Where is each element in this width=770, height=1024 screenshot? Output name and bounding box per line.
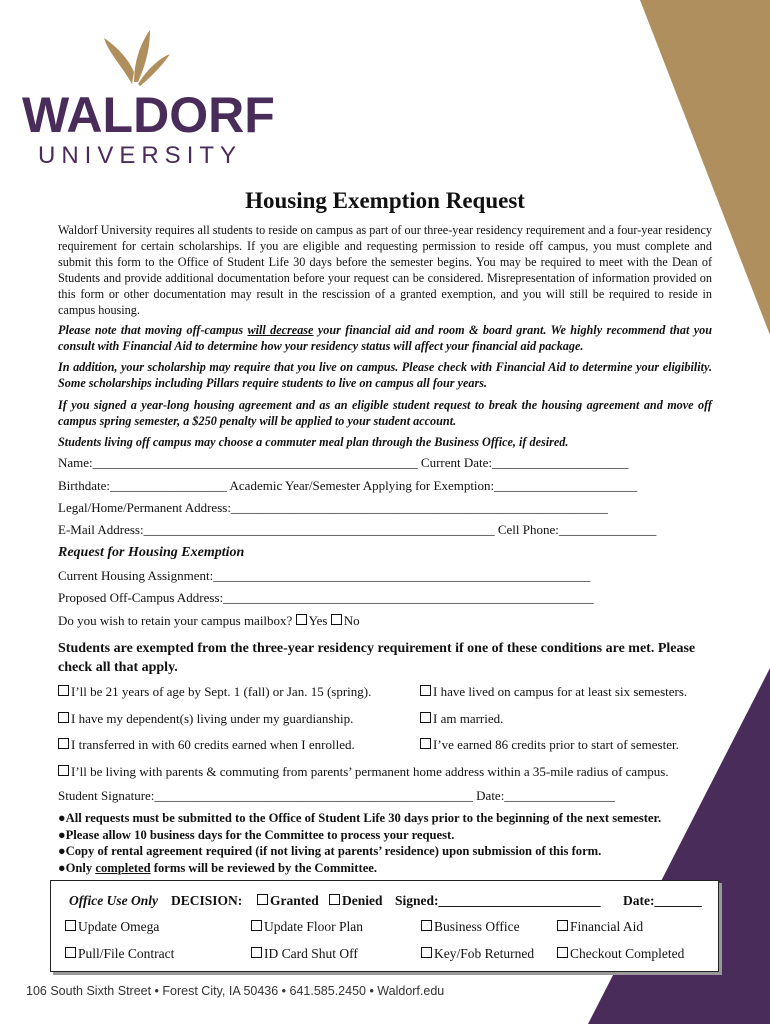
update-omega-checkbox[interactable]: Update Omega bbox=[65, 919, 159, 935]
submission-notes bbox=[58, 810, 728, 876]
checkbox-icon bbox=[65, 947, 76, 958]
checkbox-icon bbox=[331, 614, 342, 625]
condition-married-checkbox[interactable]: I am married. bbox=[420, 711, 503, 727]
checkbox-icon bbox=[58, 685, 69, 696]
condition-credits-checkbox[interactable]: I’ve earned 86 credits prior to start of semester. bbox=[420, 737, 679, 753]
logo-subtitle: UNIVERSITY bbox=[38, 142, 243, 169]
mailbox-yes-checkbox[interactable]: Yes bbox=[296, 613, 328, 628]
condition-semesters-checkbox[interactable]: I have lived on campus for at least six semesters. bbox=[420, 684, 687, 700]
condition-age-checkbox[interactable]: I’ll be 21 years of age by Sept. 1 (fall) or Jan. 15 (spring). bbox=[58, 684, 371, 700]
scholarship-notice: In addition, your scholarship may require that you live on campus. Please check with Financial Aid to determine your eligibility. Some scholarships including Pillars require students to live on campus all four years. bbox=[58, 360, 712, 390]
name-date-field[interactable]: Name:__________________________________________________ Current Date:_____________________ bbox=[58, 455, 629, 470]
proposed-address-field[interactable]: Proposed Off-Campus Address:_________________________________________________________ bbox=[58, 590, 594, 605]
checkbox-icon bbox=[251, 920, 262, 931]
checkbox-icon bbox=[420, 685, 431, 696]
business-office-checkbox[interactable]: Business Office bbox=[421, 919, 520, 935]
checkbox-icon bbox=[257, 894, 268, 905]
pull-file-contract-checkbox[interactable]: Pull/File Contract bbox=[65, 946, 174, 962]
checkbox-icon bbox=[65, 920, 76, 931]
office-use-label: Office Use Only bbox=[69, 893, 158, 908]
update-floor-plan-checkbox[interactable]: Update Floor Plan bbox=[251, 919, 363, 935]
checkbox-icon bbox=[420, 712, 431, 723]
email-phone-field[interactable]: E-Mail Address:______________________________________________________ Cell Phone:_______________ bbox=[58, 522, 657, 537]
mailbox-question bbox=[58, 613, 718, 629]
condition-dependents-checkbox[interactable]: I have my dependent(s) living under my guardianship. bbox=[58, 711, 353, 727]
note-processing: ●Please allow 10 business days for the Committee to process your request. bbox=[58, 827, 455, 842]
checkbox-icon bbox=[420, 738, 431, 749]
current-housing-field[interactable]: Current Housing Assignment:__________________________________________________________ bbox=[58, 568, 591, 583]
checkbox-icon bbox=[557, 947, 568, 958]
signature-field[interactable]: Student Signature:_________________________________________________ Date:_________________ bbox=[58, 788, 615, 803]
decision-label: DECISION: bbox=[171, 893, 243, 908]
checkbox-icon bbox=[421, 920, 432, 931]
checkbox-icon bbox=[421, 947, 432, 958]
checkbox-icon bbox=[557, 920, 568, 931]
checkbox-icon bbox=[296, 614, 307, 625]
mailbox-question-label: Do you wish to retain your campus mailbox? bbox=[58, 613, 293, 628]
denied-checkbox[interactable]: Denied bbox=[329, 893, 383, 909]
condition-transfer-checkbox[interactable]: I transferred in with 60 credits earned when I enrolled. bbox=[58, 737, 355, 753]
conditions-heading: Students are exempted from the three-year residency requirement if one of these conditions are met. Please check all that apply. bbox=[58, 641, 696, 675]
logo-wordmark: WALDORF bbox=[22, 87, 275, 143]
granted-checkbox[interactable]: Granted bbox=[257, 893, 319, 909]
key-fob-returned-checkbox[interactable]: Key/Fob Returned bbox=[421, 946, 534, 962]
id-card-shut-off-checkbox[interactable]: ID Card Shut Off bbox=[251, 946, 358, 962]
address-field[interactable]: Legal/Home/Permanent Address:__________________________________________________________ bbox=[58, 500, 608, 515]
financial-aid-checkbox[interactable]: Financial Aid bbox=[557, 919, 643, 935]
note-deadline: ●All requests must be submitted to the Office of Student Life 30 days prior to the beginning of the next semester. bbox=[58, 811, 662, 825]
request-section-heading: Request for Housing Exemption bbox=[58, 545, 245, 560]
meal-plan-notice: Students living off campus may choose a commuter meal plan through the Business Office, if desired. bbox=[58, 435, 569, 449]
checkbox-icon bbox=[58, 765, 69, 776]
checkout-completed-checkbox[interactable]: Checkout Completed bbox=[557, 946, 684, 962]
financial-aid-notice: Please note that moving off-campus will decrease your financial aid and room & board grant. We highly recommend that you consult with Financial Aid to determine how your residency status will affect your financial aid package. bbox=[58, 323, 713, 353]
note-rental: ●Copy of rental agreement required (if not living at parents’ residence) upon submission of this form. bbox=[58, 844, 602, 858]
note-completed: ●Only completed forms will be reviewed by the Committee. bbox=[58, 860, 378, 875]
page-title: Housing Exemption Request bbox=[245, 188, 525, 213]
intro-paragraph: Waldorf University requires all students to reside on campus as part of our three-year residency requirement and a four-year residency requirement for certain scholarships. If you are eligible and requesting permission to reside off campus, you must complete and submit this form to the Office of Student Life 30 days before the semester begins. You may be required to meet with the Dean of Students and provide additional documentation before your request can be considered. Misrepresentation of information provided on this form or other documentation may result in the rescission of a granted exemption, and you will still be required to reside in campus housing. bbox=[58, 223, 712, 317]
office-use-box bbox=[50, 880, 719, 972]
office-date-field[interactable]: Date:_______ bbox=[623, 893, 702, 908]
checkbox-icon bbox=[329, 894, 340, 905]
condition-parents-checkbox[interactable]: I’ll be living with parents & commuting from parents’ permanent home address within a 35-mile radius of campus. bbox=[58, 764, 669, 780]
penalty-notice: If you signed a year-long housing agreement and as an eligible student request to break the housing agreement and move off campus spring semester, a $250 penalty will be applied to your student account. bbox=[58, 398, 712, 428]
birthdate-field[interactable]: Birthdate:__________________ Academic Year/Semester Applying for Exemption:______________________ bbox=[58, 478, 638, 493]
mailbox-no-checkbox[interactable]: No bbox=[331, 613, 360, 628]
signed-field[interactable]: Signed:________________________ bbox=[395, 893, 601, 908]
checkbox-icon bbox=[58, 712, 69, 723]
footer-address: 106 South Sixth Street • Forest City, IA 50436 • 641.585.2450 • Waldorf.edu bbox=[26, 984, 445, 998]
checkbox-icon bbox=[58, 738, 69, 749]
checkbox-icon bbox=[251, 947, 262, 958]
logo-flame-icon bbox=[104, 30, 170, 86]
